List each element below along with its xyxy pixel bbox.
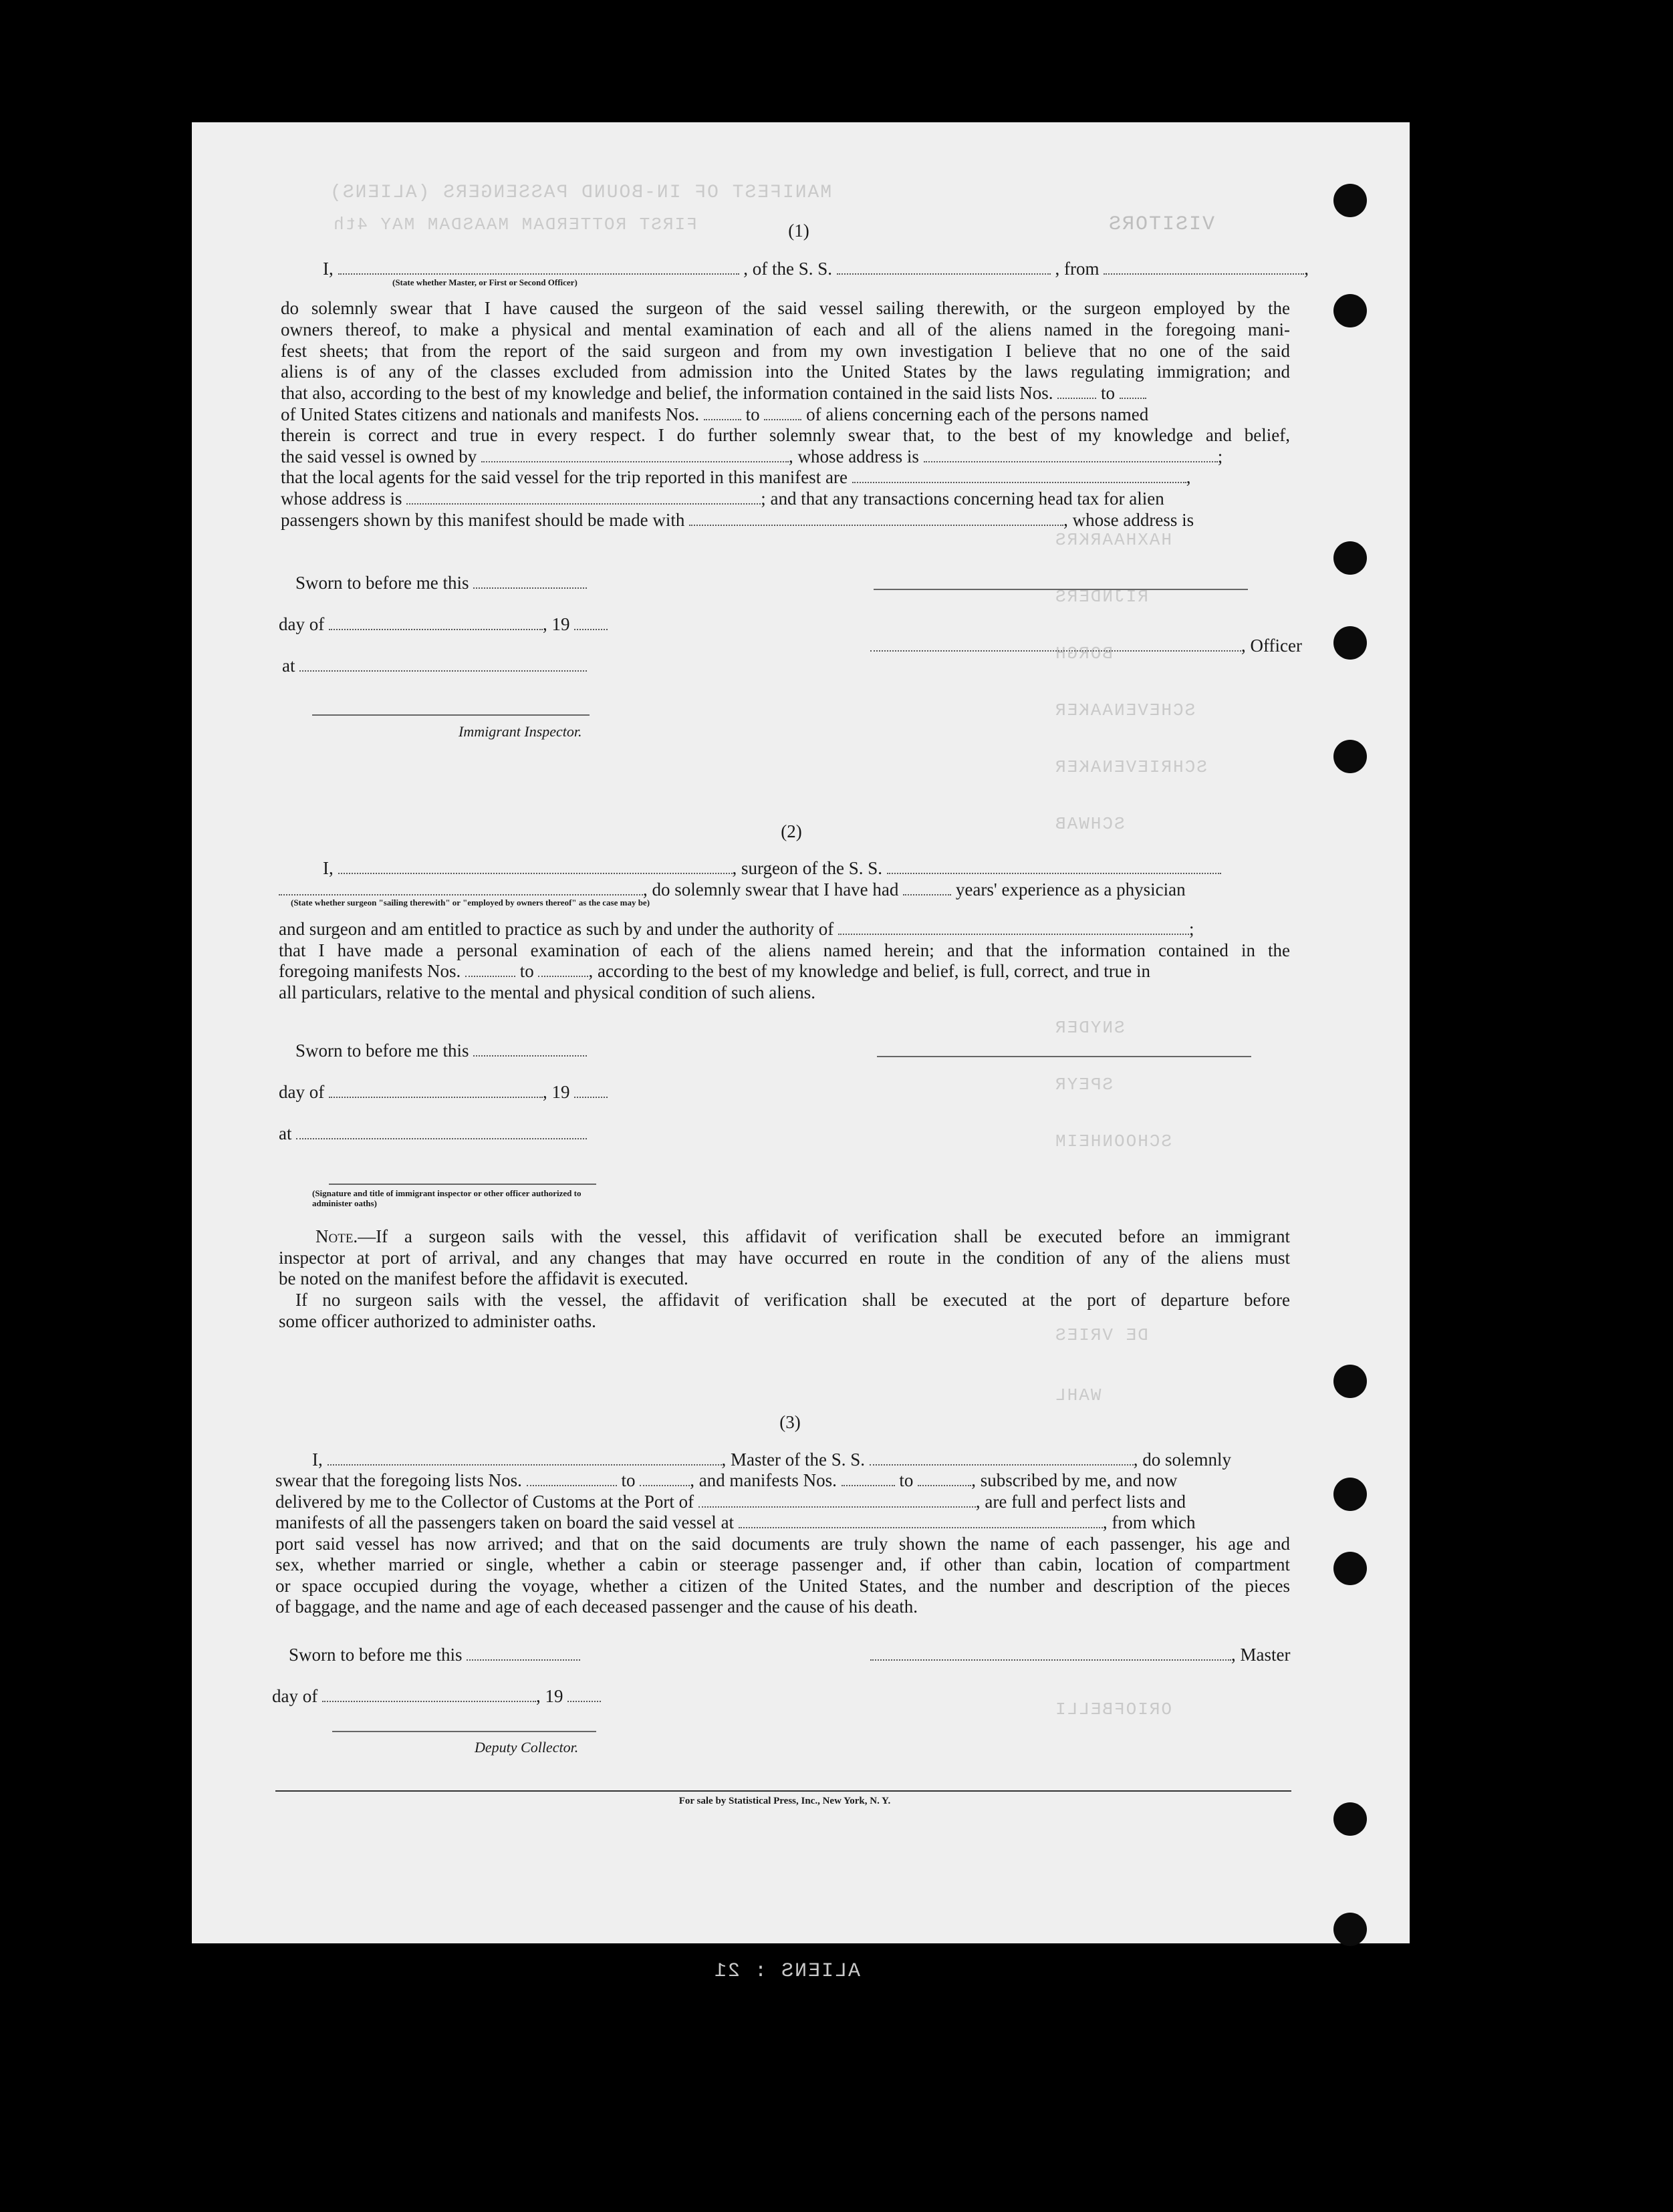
owner-field[interactable] <box>481 448 789 462</box>
signature-note-text: (Signature and title of immigrant inspector or other officer authorized to administer oaths) <box>312 1188 582 1208</box>
from-which-label: , from which <box>1102 1512 1196 1532</box>
note-line: inspector at port of arrival, and any changes that may have occurred en route in the condition of any of the aliens must <box>279 1248 1290 1268</box>
bleed-through-bottom: ALIENS : 21 <box>713 1960 861 1983</box>
section-1-owned-line: the said vessel is owned by , whose address is ; <box>281 446 1223 466</box>
section-1-opening: I, , of the S. S. , from , <box>323 259 1309 279</box>
section-2-number: (2) <box>781 821 802 841</box>
bleed-through-name: DE VRIES <box>1054 1325 1148 1345</box>
section-1-line: that the local agents for the said vessel for the trip reported in this manifest are <box>281 467 848 487</box>
at-field[interactable] <box>296 1125 587 1139</box>
vessel-name-field[interactable] <box>837 260 1051 275</box>
section-1-line: whose address is <box>281 489 402 509</box>
manifests-from-field[interactable] <box>704 406 741 420</box>
years-label: years' experience as a physician <box>955 879 1186 900</box>
year-label: , 19 <box>542 1082 570 1102</box>
bleed-through-name: ORIOFBELLI <box>1054 1699 1172 1719</box>
day-of-field[interactable] <box>322 1687 536 1702</box>
section-1-manifests-line <box>281 404 1148 425</box>
embark-port-field[interactable] <box>739 1514 1103 1528</box>
to-label: to <box>745 404 760 424</box>
section-3-line: or space occupied during the voyage, whether a citizen of the United States, and the number and description of the pieces <box>275 1576 1290 1596</box>
footer-publisher: For sale by Statistical Press, Inc., New York, N. Y. <box>678 1796 891 1806</box>
section-1-agent-address-line <box>281 488 1164 509</box>
swear-label: , do solemnly swear that I have had <box>643 879 899 900</box>
day-of-line <box>279 613 608 635</box>
section-1-line: owners thereof, to make a physical and mental examination of each and all of the aliens named in the foregoing mani- <box>281 319 1290 339</box>
at-label: at <box>279 1123 292 1143</box>
punch-hole <box>1333 626 1367 660</box>
taken-on-board-label: manifests of all the passengers taken on board the said vessel at <box>275 1512 735 1532</box>
officer-line <box>870 635 1302 656</box>
section-1-lists-line <box>281 382 1146 404</box>
authority-field[interactable] <box>838 920 1189 935</box>
surgeon-signature-line[interactable] <box>877 1056 1251 1057</box>
year-field[interactable] <box>567 1687 601 1702</box>
officer-label: , Officer <box>1241 636 1302 656</box>
bleed-through-name: BORGH <box>1054 644 1114 664</box>
section-1-line: therein is correct and true in every respect. I do further solemnly swear that, to the best of my knowledge and belief, <box>281 425 1290 445</box>
to-label: to <box>519 961 534 981</box>
year-label: , 19 <box>535 1686 563 1706</box>
section-3-opening <box>312 1449 1231 1470</box>
bleed-through-name: SNYDER <box>1054 1018 1125 1038</box>
manifests-label: , and manifests Nos. <box>690 1470 837 1490</box>
punch-hole <box>1333 1913 1367 1946</box>
surgeon-of-label: , surgeon of the S. S. <box>732 858 883 878</box>
punch-hole <box>1333 184 1367 217</box>
section-2-note: (State whether surgeon "sailing therewith" or "employed by owners thereof" as the case may be) <box>291 897 650 908</box>
punch-hole <box>1333 1802 1367 1836</box>
bleed-through-name: SCHRIEVENAKER <box>1054 757 1207 777</box>
punch-hole <box>1333 1365 1367 1398</box>
note-line: If no surgeon sails with the vessel, the affidavit of verification shall be executed at the port of departure before <box>295 1290 1290 1310</box>
officer-name-field[interactable] <box>338 260 739 275</box>
sworn-day-field[interactable] <box>473 574 587 589</box>
section-1-i: I, <box>323 259 334 279</box>
section-1-number: (1) <box>788 221 809 241</box>
section-2-line-5: all particulars, relative to the mental and physical condition of such aliens. <box>279 982 815 1002</box>
punch-hole <box>1333 541 1367 575</box>
sworn-label: Sworn to before me this <box>295 573 469 593</box>
at-label: at <box>282 656 295 676</box>
section-3-line-4 <box>275 1512 1196 1533</box>
officer-signature-line[interactable] <box>874 589 1248 590</box>
surgeon-status-field[interactable] <box>279 881 643 895</box>
section-2-signature-note <box>312 1188 613 1208</box>
section-1-line: that also, according to the best of my knowledge and belief, the information contained in the said lists Nos. <box>281 383 1053 403</box>
subscribed-label: , subscribed by me, and now <box>971 1470 1178 1490</box>
authority-label: and surgeon and am entitled to practice as such by and under the authority of <box>279 919 834 939</box>
punch-hole <box>1333 294 1367 327</box>
section-3-line: port said vessel has now arrived; and that on the said documents are truly shown the name of each passenger, his age and <box>275 1534 1290 1554</box>
oath-officer-signature-line[interactable] <box>329 1184 596 1185</box>
lists-to-field[interactable] <box>640 1472 690 1486</box>
bleed-through-name: HAXHAARKRS <box>1054 530 1172 550</box>
whose-address-label: , whose address is <box>1063 510 1194 530</box>
note-line: be noted on the manifest before the affidavit is executed. <box>279 1268 688 1288</box>
master-of-label: , Master of the S. S. <box>721 1449 865 1470</box>
master-name-field[interactable] <box>328 1451 722 1466</box>
section-2-day-of-line <box>279 1081 608 1103</box>
sworn-day-field[interactable] <box>467 1646 580 1661</box>
master-label: , Master <box>1231 1645 1291 1665</box>
master-vessel-field[interactable] <box>870 1451 1134 1466</box>
note-label: Note. <box>315 1226 358 1246</box>
section-3-line-2 <box>275 1470 1177 1491</box>
section-2-at-line <box>279 1123 587 1144</box>
to-label: to <box>899 1470 914 1490</box>
surgeon-vessel-field[interactable] <box>887 859 1221 874</box>
punch-hole <box>1333 1478 1367 1511</box>
day-of-label: day of <box>279 614 325 634</box>
bleed-through-name: RIJNDERS <box>1054 587 1148 607</box>
footer-rule <box>275 1790 1291 1792</box>
section-3-line: sex, whether married or single, whether a cabin or steerage passenger and, if other than cabin, location of compartment <box>275 1554 1290 1574</box>
deputy-collector-label: Deputy Collector. <box>475 1739 579 1756</box>
inspector-signature-line[interactable] <box>312 714 590 716</box>
deputy-signature-line[interactable] <box>332 1731 596 1732</box>
bleed-through-name: SCHOONHEIM <box>1054 1131 1172 1151</box>
to-label: to <box>621 1470 636 1490</box>
foregoing-manifests-label: foregoing manifests Nos. <box>279 961 461 981</box>
year-field[interactable] <box>574 615 608 630</box>
bleed-through-name: SPEYR <box>1054 1075 1114 1095</box>
section-2-i: I, <box>323 858 334 878</box>
section-1-from: , from <box>1055 259 1100 279</box>
punch-hole <box>1333 1552 1367 1585</box>
head-tax-agent-field[interactable] <box>689 511 1063 526</box>
year-label: , 19 <box>542 614 570 634</box>
full-perfect-label: , are full and perfect lists and <box>975 1492 1186 1512</box>
lists-from-field[interactable] <box>527 1472 617 1486</box>
sworn-label: Sworn to before me this <box>295 1041 469 1061</box>
punch-hole <box>1333 740 1367 773</box>
lists-from-field[interactable] <box>1057 384 1096 399</box>
owner-address-field[interactable] <box>924 448 1218 462</box>
foregoing-lists-label: swear that the foregoing lists Nos. <box>275 1470 522 1490</box>
section-3-sworn-line <box>289 1644 580 1665</box>
note-line-1 <box>315 1226 1290 1247</box>
of-aliens-label: of aliens concerning each of the persons named <box>806 404 1149 424</box>
section-3-line: of baggage, and the name and age of each deceased passenger and the cause of his death. <box>275 1597 918 1617</box>
bleed-through-visitors: VISITORS <box>1108 213 1215 236</box>
manifests-to-field[interactable] <box>764 406 801 420</box>
immigrant-inspector-label: Immigrant Inspector. <box>459 723 582 740</box>
sworn-line <box>295 572 587 593</box>
head-tax-label: ; and that any transactions concerning head tax for alien <box>761 489 1164 509</box>
day-of-field[interactable] <box>329 1083 543 1098</box>
note-line: some officer authorized to administer oaths. <box>279 1311 596 1331</box>
day-of-label: day of <box>279 1082 325 1102</box>
from-port-field[interactable] <box>1104 260 1304 275</box>
section-1-line: the said vessel is owned by <box>281 446 477 466</box>
manifests-from-field[interactable] <box>842 1472 895 1486</box>
section-2-line-2: and surgeon and am entitled to practice as such by and under the authority of ; <box>279 919 1194 939</box>
at-line <box>282 655 587 676</box>
sworn-label: Sworn to before me this <box>289 1645 463 1665</box>
section-1-opening-note: (State whether Master, or First or Second Officer) <box>392 277 577 287</box>
surgeon-name-field[interactable] <box>338 859 733 874</box>
officer-signature-field[interactable] <box>870 637 1241 652</box>
manifests-to-field[interactable] <box>918 1472 971 1486</box>
manifest-page <box>192 122 1410 1983</box>
bleed-through-name: SCHEVENAAKER <box>1054 700 1196 720</box>
year-field[interactable] <box>574 1083 608 1098</box>
foregoing-to-field[interactable] <box>538 962 588 977</box>
section-1-of-ss: , of the S. S. <box>743 259 833 279</box>
section-2-sworn-line <box>295 1040 587 1061</box>
section-3-number: (3) <box>779 1412 801 1432</box>
sworn-day-field[interactable] <box>473 1042 587 1057</box>
lists-to-field[interactable] <box>1120 384 1146 399</box>
section-2-line-3: that I have made a personal examination of each of the aliens named herein; and that the information contained in the <box>279 940 1290 960</box>
section-1-agents-line: that the local agents for the said vessel for the trip reported in this manifest are , <box>281 467 1191 487</box>
years-field[interactable] <box>903 881 951 895</box>
agent-address-field[interactable] <box>406 490 761 505</box>
solemnly-label: , do solemnly <box>1133 1449 1231 1470</box>
note-text: —If a surgeon sails with the vessel, this affidavit of verification shall be executed before an immigrant <box>358 1226 1290 1246</box>
bleed-through-name: WAHL <box>1054 1385 1102 1405</box>
master-signature-line <box>870 1644 1290 1665</box>
according-label: , according to the best of my knowledge and belief, is full, correct, and true in <box>588 961 1150 981</box>
collector-label: delivered by me to the Collector of Customs at the Port of <box>275 1492 694 1512</box>
foregoing-from-field[interactable] <box>465 962 515 977</box>
section-1-line: do solemnly swear that I have caused the surgeon of the said vessel sailing therewith, or the surgeon employed by the <box>281 298 1290 318</box>
section-1-line: passengers shown by this manifest should be made with <box>281 510 685 530</box>
section-3-line-3 <box>275 1491 1186 1512</box>
at-field[interactable] <box>299 657 587 672</box>
section-2-opening <box>323 857 1221 879</box>
section-3-day-of-line <box>272 1685 601 1707</box>
section-3-i: I, <box>312 1449 323 1470</box>
bleed-through-name: SCHWAB <box>1054 814 1125 834</box>
whose-address-label: , whose address is <box>788 446 919 466</box>
master-signature-field[interactable] <box>870 1646 1231 1661</box>
bleed-through-header: MANIFEST OF IN-BOUND PASSENGERS (ALIENS) <box>329 182 832 203</box>
day-of-label: day of <box>272 1686 318 1706</box>
section-1-head-tax-line <box>281 509 1194 531</box>
section-1-line: fest sheets; that from the report of the said surgeon and from my own investigation I believe that no one of the said <box>281 341 1290 361</box>
section-1-line: aliens is of any of the classes excluded from admission into the United States by the laws regulating immigration; and <box>281 362 1290 382</box>
bleed-through-ship-line: FIRST ROTTERDAM MAASDAM MAY 4th <box>332 215 697 235</box>
port-field[interactable] <box>698 1493 976 1508</box>
section-1-line: of United States citizens and nationals and manifests Nos. <box>281 404 700 424</box>
day-of-field[interactable] <box>329 615 543 630</box>
agents-field[interactable] <box>852 468 1186 483</box>
section-2-line-4 <box>279 960 1150 982</box>
to-label: to <box>1100 383 1115 403</box>
